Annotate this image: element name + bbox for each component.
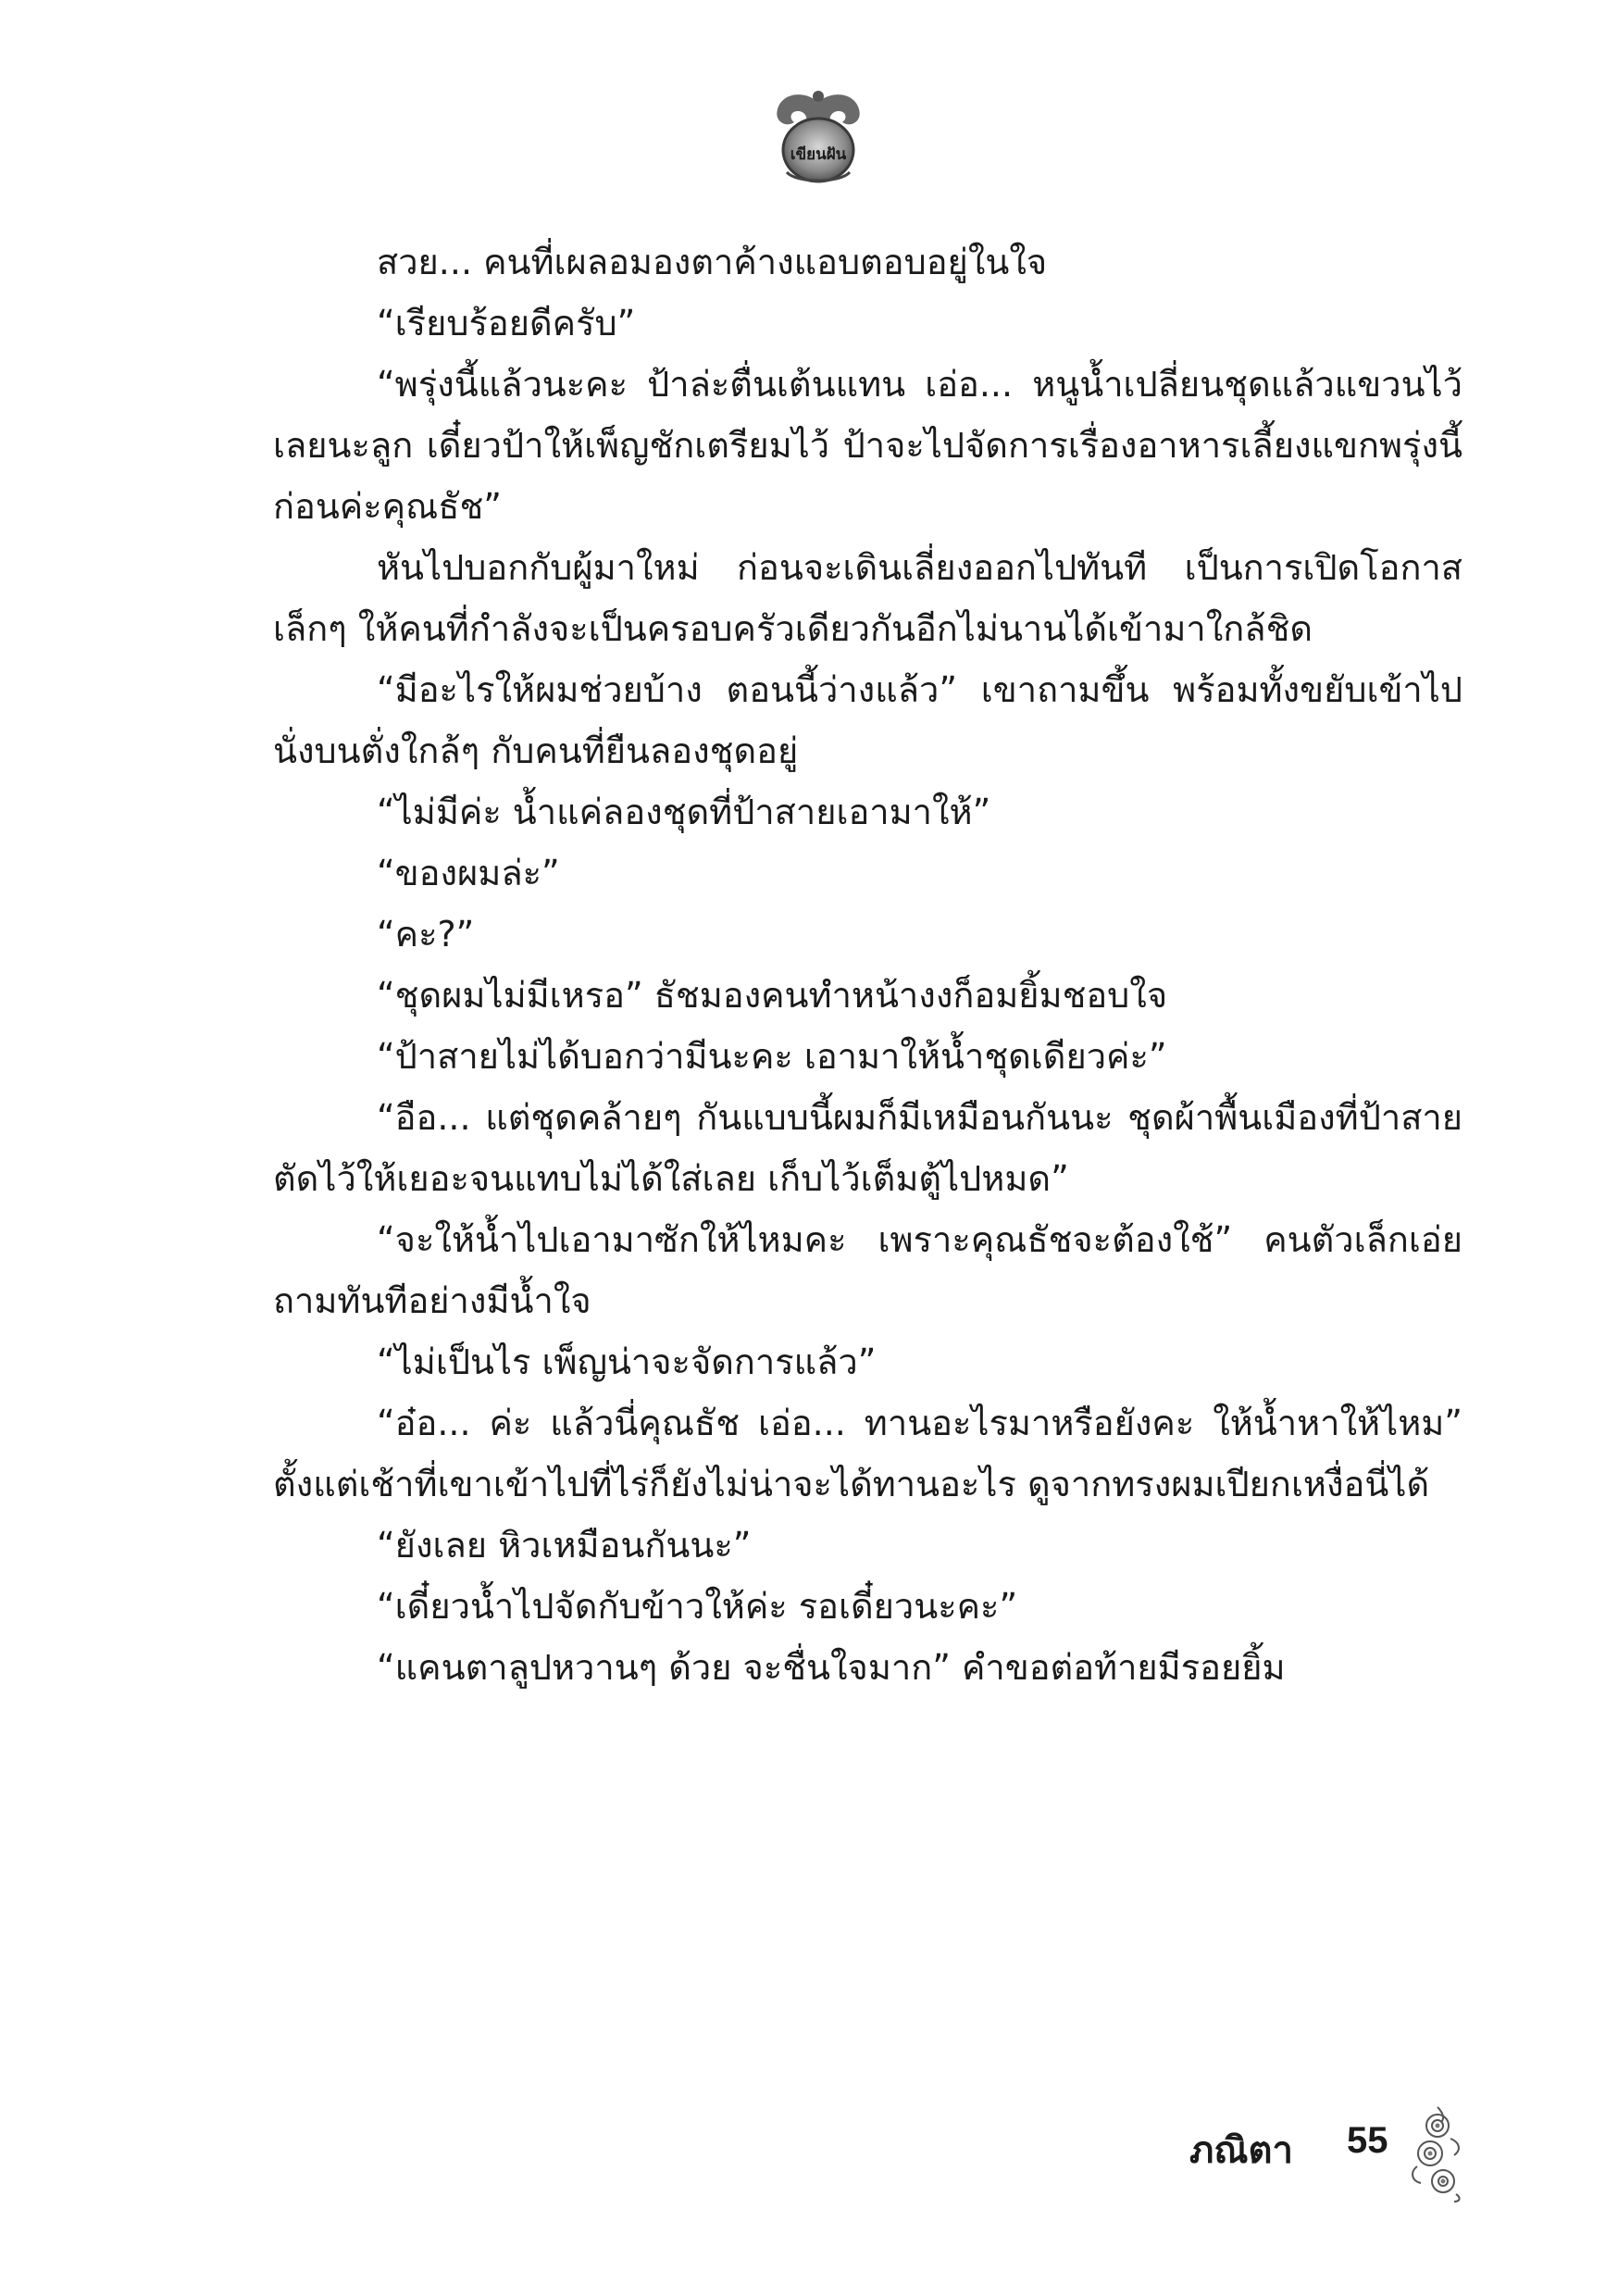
paragraph: สวย... คนที่เผลอมองตาค้างแอบตอบอยู่ในใจ [377,242,1048,282]
paragraph: “จะให้น้ำไปเอามาซักให้ไหมคะ เพราะคุณธัชจะต้องใช้” คนตัวเล็กเอ่ยถามทันทีอย่างมีน้ำใจ [273,1219,1462,1321]
story-text [273,231,1462,1698]
page-footer [1189,2102,1486,2203]
paragraph: “เรียบร้อยดีครับ” [377,303,636,343]
paragraph: “คะ?” [377,914,475,955]
ornamental-crest-icon [765,81,872,189]
flower-ornament-icon [1404,2102,1471,2203]
author-name: ภณิตา [1189,2129,1293,2172]
paragraph: “ยังเลย หิวเหมือนกันนะ” [377,1525,752,1566]
paragraph: “ไม่เป็นไร เพ็ญน่าจะจัดการแล้ว” [377,1341,877,1382]
logo-text: เขียนฝัน [790,145,847,164]
paragraph: “ป้าสายไม่ได้บอกว่ามีนะคะ เอามาให้น้ำชุดเดียวค่ะ” [377,1036,1167,1077]
paragraph: หันไปบอกกับผู้มาใหม่ ก่อนจะเดินเลี่ยงออกไปทันที เป็นการเปิดโอกาสเล็กๆ ให้คนที่กำลังจะเป็นครอบครัวเดียวกันอีกไม่นานได้เข้ามาใกล้ชิด [273,547,1462,649]
paragraph: “มีอะไรให้ผมช่วยบ้าง ตอนนี้ว่างแล้ว” เขาถามขึ้น พร้อมทั้งขยับเข้าไปนั่งบนตั่งใกล้ๆ กับคนที่ยืนลองชุดอยู่ [273,669,1462,771]
paragraph: “พรุ่งนี้แล้วนะคะ ป้าล่ะตื่นเต้นแทน เอ่อ... หนูน้ำเปลี่ยนชุดแล้วแขวนไว้เลยนะลูก เดี๋ยวป้าให้เพ็ญชักเตรียมไว้ ป้าจะไปจัดการเรื่องอาหารเลี้ยงแขกพรุ่งนี้ก่อนค่ะคุณธัช” [273,364,1462,527]
paragraph: “ไม่มีค่ะ น้ำแค่ลองชุดที่ป้าสายเอามาให้” [377,792,991,832]
paragraph: “ของผมล่ะ” [377,853,560,893]
paragraph: “อือ... แต่ชุดคล้ายๆ กันแบบนี้ผมก็มีเหมือนกันนะ ชุดผ้าพื้นเมืองที่ป้าสายตัดไว้ให้เยอะจนแทบไม่ได้ใส่เลย เก็บไว้เต็มตู้ไปหมด” [273,1097,1462,1199]
paragraph: “ชุดผมไม่มีเหรอ” ธัชมองคนทำหน้างงก็อมยิ้มชอบใจ [377,975,1168,1016]
paragraph: “แคนตาลูปหวานๆ ด้วย จะชื่นใจมาก” คำขอต่อท้ายมีรอยยิ้ม [377,1647,1286,1688]
page-number: 55 [1347,2120,1388,2161]
paragraph: “เดี๋ยวน้ำไปจัดกับข้าวให้ค่ะ รอเดี๋ยวนะคะ” [377,1586,1018,1627]
paragraph: “อ๋อ... ค่ะ แล้วนี่คุณธัช เอ่อ... ทานอะไรมาหรือยังคะ ให้น้ำหาให้ไหม” ตั้งแต่เช้าที่เขาเข้าไปที่ไร่ก็ยังไม่น่าจะได้ทานอะไร ดูจากทรงผมเปียกเหงื่อนี่ได้ [273,1403,1462,1504]
